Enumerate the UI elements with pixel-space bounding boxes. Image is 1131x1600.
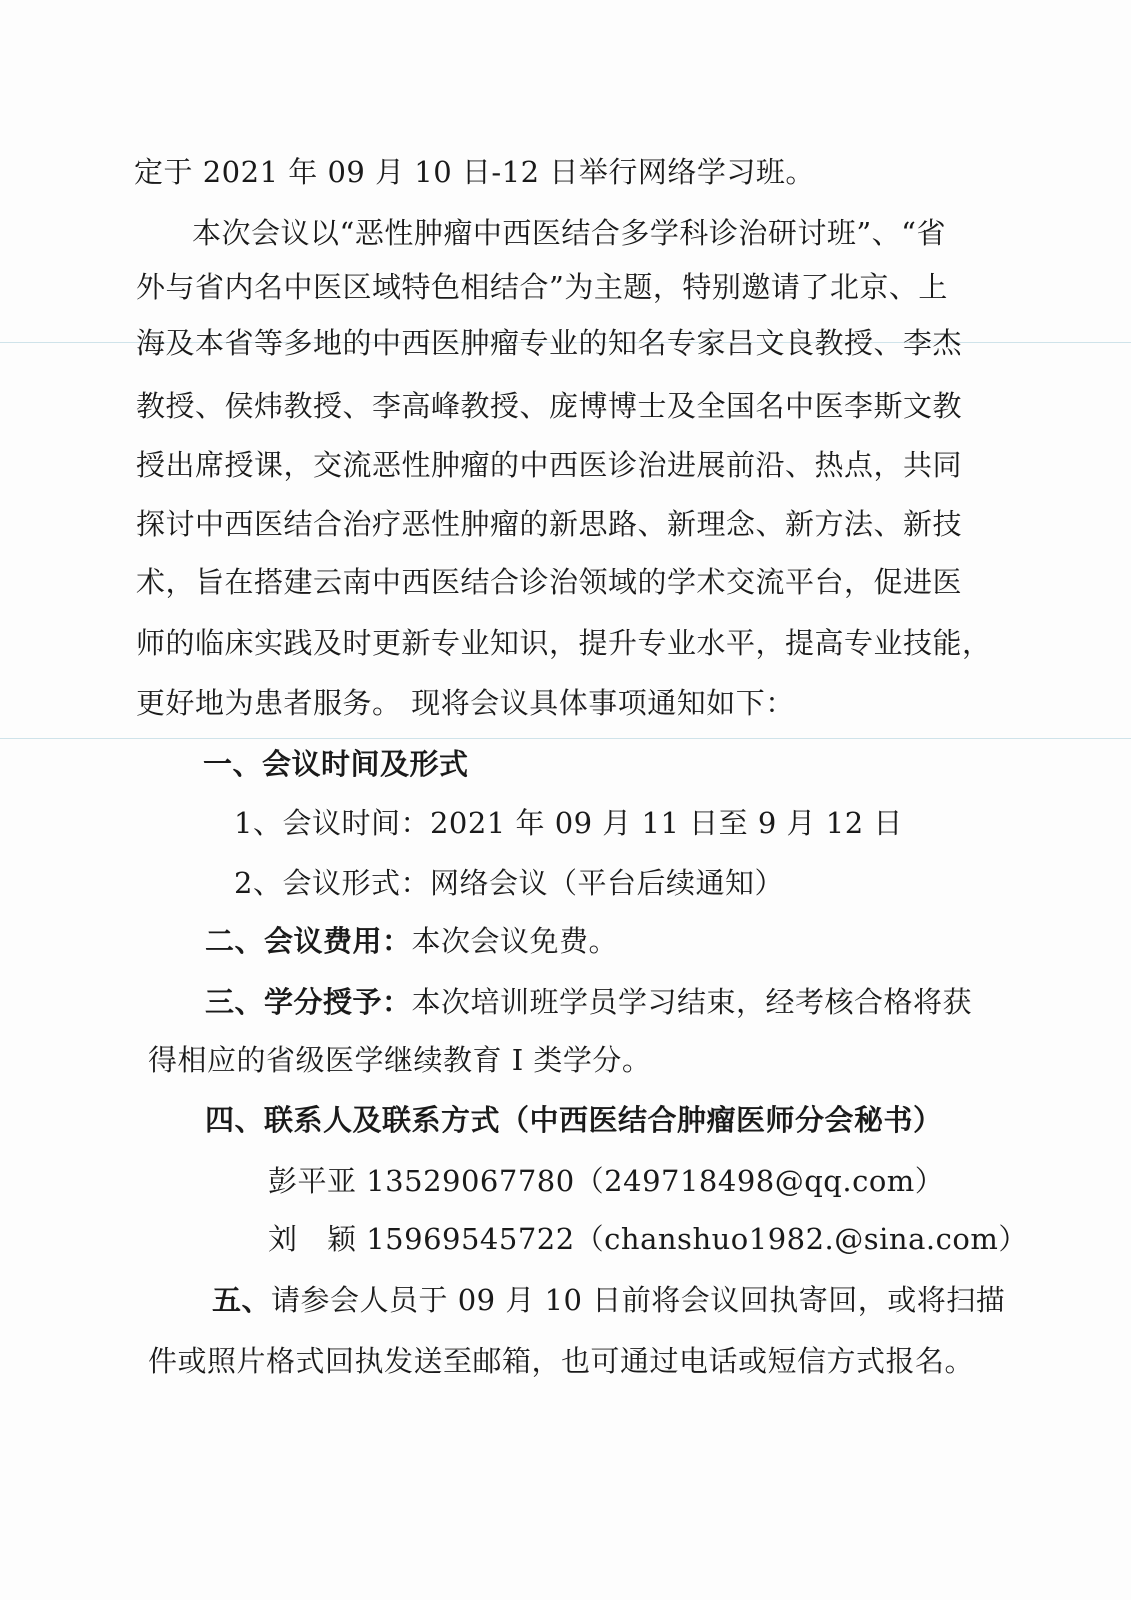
contact-line: 刘 颖 15969545722（chanshuo1982.@sina.com）	[268, 1222, 1028, 1256]
paragraph-line: 本次会议以“恶性肿瘤中西医结合多学科诊治研讨班”、“省	[192, 216, 946, 250]
paragraph-line: 术，旨在搭建云南中西医结合诊治领域的学术交流平台，促进医	[136, 565, 963, 599]
section-text: 本次会议免费。	[411, 924, 619, 958]
section-item: 2、会议形式：网络会议（平台后续通知）	[234, 866, 784, 900]
section-heading: 二、会议费用：	[205, 924, 412, 958]
section-line	[205, 983, 972, 1021]
paragraph-line: 更好地为患者服务。 现将会议具体事项通知如下：	[136, 686, 795, 720]
section-line	[205, 922, 618, 960]
section-heading: 五、	[212, 1283, 272, 1317]
contact-line: 彭平亚 13529067780（249718498@qq.com）	[268, 1164, 945, 1198]
paragraph-line: 教授、侯炜教授、李高峰教授、庞博博士及全国名中医李斯文教	[136, 389, 963, 423]
paragraph-line: 师的临床实践及时更新专业知识，提升专业水平，提高专业技能，	[136, 626, 992, 660]
section-text: 得相应的省级医学继续教育 I 类学分。	[148, 1043, 652, 1077]
paragraph-line: 海及本省等多地的中西医肿瘤专业的知名专家吕文良教授、李杰	[136, 326, 963, 360]
paragraph-line: 外与省内名中医区域特色相结合”为主题，特别邀请了北京、上	[136, 270, 948, 304]
scan-artifact-line	[0, 738, 1131, 739]
section-text: 请参会人员于 09 月 10 日前将会议回执寄回，或将扫描	[271, 1283, 1006, 1317]
paragraph-line: 授出席授课，交流恶性肿瘤的中西医诊治进展前沿、热点，共同	[136, 448, 963, 482]
section-line	[212, 1281, 1005, 1319]
section-heading: 四、联系人及联系方式（中西医结合肿瘤医师分会秘书）	[205, 1103, 943, 1137]
section-item: 1、会议时间：2021 年 09 月 11 日至 9 月 12 日	[234, 806, 903, 840]
section-heading: 三、学分授予：	[205, 985, 412, 1019]
section-heading: 一、会议时间及形式	[203, 747, 469, 781]
paragraph-line: 定于 2021 年 09 月 10 日-12 日举行网络学习班。	[134, 155, 815, 189]
section-text: 件或照片格式回执发送至邮箱，也可通过电话或短信方式报名。	[148, 1344, 975, 1378]
section-text: 本次培训班学员学习结束，经考核合格将获	[411, 985, 973, 1019]
paragraph-line: 探讨中西医结合治疗恶性肿瘤的新思路、新理念、新方法、新技	[136, 507, 963, 541]
